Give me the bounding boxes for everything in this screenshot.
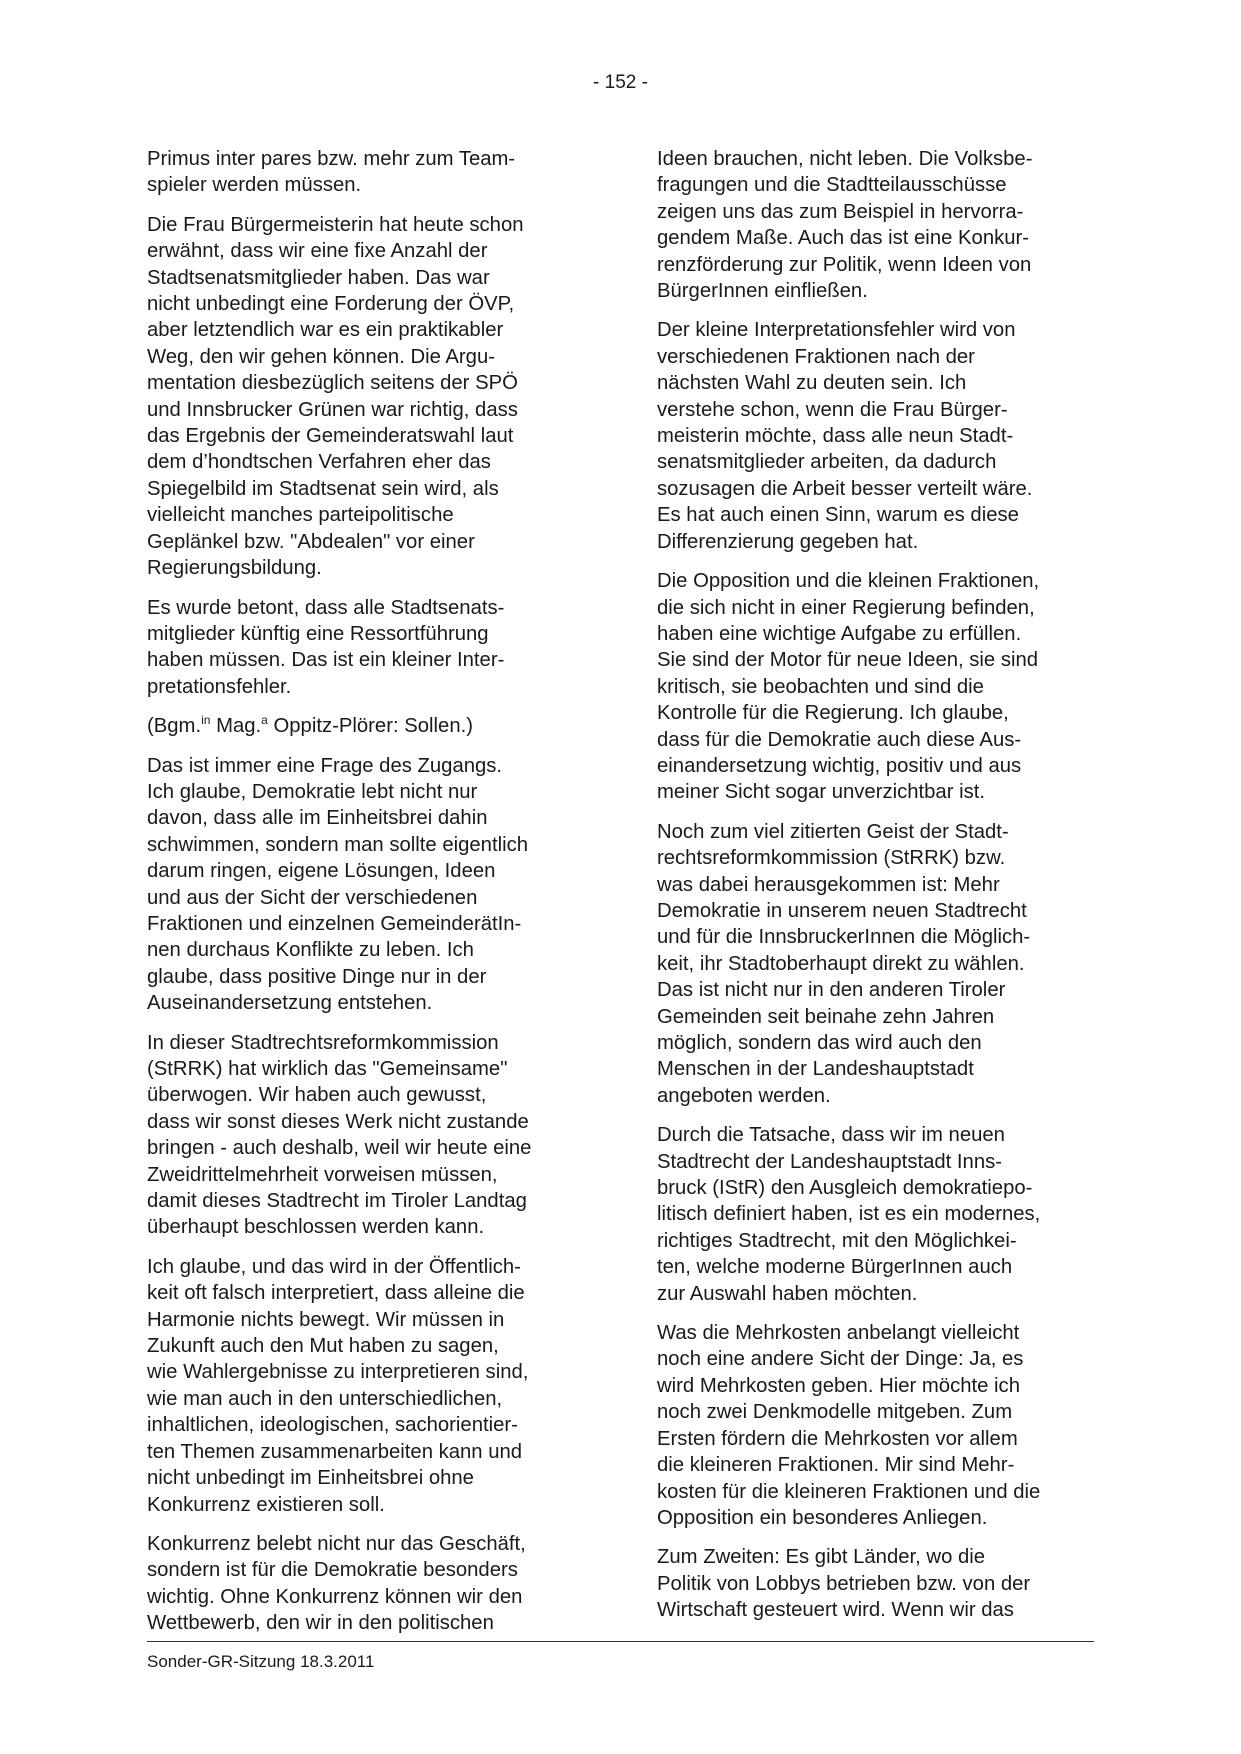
text-line: glaube, dass positive Dinge nur in der	[147, 965, 487, 988]
paragraph	[147, 1254, 592, 1518]
text-line: Fraktionen und einzelnen GemeinderätIn-	[147, 912, 522, 935]
text-line: möglich, sondern das wird auch den	[657, 1032, 982, 1054]
superscript: a	[261, 713, 268, 728]
text-line: Weg, den wir gehen können. Die Argu-	[147, 345, 495, 368]
text-line: die kleineren Fraktionen. Mir sind Mehr-	[657, 1454, 1015, 1477]
text-line: ten, welche moderne BürgerInnen auch	[657, 1256, 1013, 1279]
text-line: wird Mehrkosten geben. Hier möchte ich	[657, 1374, 1020, 1397]
text-line: und für die InnsbruckerInnen die Möglich-	[657, 926, 1031, 949]
text-line: kritisch, sie beobachten und sind die	[657, 675, 984, 698]
text-line: sozusagen die Arbeit besser verteilt wäre.	[657, 477, 1033, 500]
text-line: nicht unbedingt eine Forderung der ÖVP,	[147, 293, 515, 316]
text-line: verstehe schon, wenn die Frau Bürger-	[657, 398, 1008, 421]
text-line: Gemeinden seit beinahe zehn Jahren	[657, 1005, 995, 1028]
text-line: keit oft falsch interpretiert, dass alleine die	[147, 1282, 525, 1305]
text-line: BürgerInnen einfließen.	[657, 280, 868, 303]
text-line: gendem Maße. Auch das ist eine Konkur-	[657, 227, 1030, 250]
paragraph	[147, 595, 592, 701]
text-line: was dabei herausgekommen ist: Mehr	[657, 873, 1000, 896]
text-line: nicht unbedingt im Einheitsbrei ohne	[147, 1467, 474, 1490]
text-line: Menschen in der Landeshauptstadt	[657, 1058, 974, 1081]
text-line: senatsmitglieder arbeiten, da dadurch	[657, 451, 997, 474]
text-line: haben müssen. Das ist ein kleiner Inter-	[147, 649, 505, 672]
footer-text: Sonder-GR-Sitzung 18.3.2011	[147, 1652, 375, 1671]
text-line: zur Auswahl haben möchten.	[657, 1282, 918, 1305]
text-line: dem d’hondtschen Verfahren eher das	[147, 451, 491, 474]
page-number: - 152 -	[593, 72, 648, 93]
paragraph	[147, 1030, 592, 1241]
interjection	[147, 713, 592, 739]
text-line: Geplänkel bzw. "Abdealen" vor einer	[147, 530, 475, 553]
text-line: Zweidrittelmehrheit vorweisen müssen,	[147, 1163, 498, 1186]
text-line: und Innsbrucker Grünen war richtig, dass	[147, 398, 518, 421]
text-line: noch eine andere Sicht der Dinge: Ja, es	[657, 1348, 1024, 1371]
text-line: Auseinandersetzung entstehen.	[147, 992, 433, 1015]
text-line: Es wurde betont, dass alle Stadtsenats-	[147, 596, 505, 619]
text-line: mitglieder künftig eine Ressortführung	[147, 622, 489, 645]
text-line: wie man auch in den unterschiedlichen,	[147, 1387, 503, 1410]
text-line: Kontrolle für die Regierung. Ich glaube,	[657, 702, 1009, 725]
text-line: vielleicht manches parteipolitische	[147, 504, 454, 527]
text-line: Noch zum viel zitierten Geist der Stadt-	[657, 820, 1009, 843]
text-line: Ich glaube, und das wird in der Öffentlich-	[147, 1255, 521, 1278]
interjection-mid: Mag.	[210, 715, 262, 738]
text-line: Ideen brauchen, nicht leben. Die Volksbe-	[657, 148, 1033, 170]
text-line: In dieser Stadtrechtsreformkommission	[147, 1031, 499, 1054]
paragraph	[147, 212, 592, 582]
text-line: Zukunft auch den Mut haben zu sagen,	[147, 1335, 499, 1358]
text-line: nächsten Wahl zu deuten sein. Ich	[657, 372, 967, 395]
text-line: haben eine wichtige Aufgabe zu erfüllen.	[657, 622, 1022, 645]
paragraph	[147, 753, 592, 1017]
text-line: darum ringen, eigene Lösungen, Ideen	[147, 860, 496, 883]
interjection-line	[147, 713, 592, 739]
text-line: richtiges Stadtrecht, mit den Möglichkei-	[657, 1229, 1017, 1252]
text-line: Ersten fördern die Mehrkosten vor allem	[657, 1427, 1018, 1450]
interjection-close: Oppitz-Plörer: Sollen.)	[267, 715, 473, 738]
text-line: Stadtrecht der Landeshauptstadt Inns-	[657, 1150, 1003, 1173]
text-line: aber letztendlich war es ein praktikabler	[147, 319, 504, 342]
text-line: Politik von Lobbys betrieben bzw. von der	[657, 1572, 1031, 1595]
text-line: renzförderung zur Politik, wenn Ideen von	[657, 253, 1032, 276]
text-line: Ich glaube, Demokratie lebt nicht nur	[147, 780, 478, 803]
text-line: Primus inter pares bzw. mehr zum Team-	[147, 148, 516, 170]
text-line: erwähnt, dass wir eine fixe Anzahl der	[147, 240, 488, 263]
text-line: Differenzierung gegeben hat.	[657, 530, 919, 553]
text-line: dass für die Demokratie auch diese Aus-	[657, 728, 1022, 751]
text-line: rechtsreformkommission (StRRK) bzw.	[657, 847, 1006, 870]
text-line: angeboten werden.	[657, 1084, 831, 1107]
text-line: Was die Mehrkosten anbelangt vielleicht	[657, 1322, 1020, 1345]
text-line: Es hat auch einen Sinn, warum es diese	[657, 504, 1019, 527]
text-line: überwogen. Wir haben auch gewusst,	[147, 1084, 487, 1107]
text-line: noch zwei Denkmodelle mitgeben. Zum	[657, 1401, 1013, 1424]
paragraph	[657, 317, 1102, 555]
text-line: fragungen und die Stadtteilausschüsse	[657, 174, 1007, 197]
text-line: Harmonie nichts bewegt. Wir müssen in	[147, 1308, 505, 1331]
text-line: schwimmen, sondern man sollte eigentlich	[147, 833, 529, 856]
text-line: mentation diesbezüglich seitens der SPÖ	[147, 372, 518, 395]
text-line: wichtig. Ohne Konkurrenz können wir den	[147, 1585, 523, 1608]
text-line: Durch die Tatsache, dass wir im neuen	[657, 1124, 1005, 1147]
text-line: Die Opposition und die kleinen Fraktionen,	[657, 570, 1040, 593]
text-line: dass wir sonst dieses Werk nicht zustande	[147, 1110, 529, 1133]
text-line: meisterin möchte, dass alle neun Stadt-	[657, 425, 1014, 448]
paragraph	[657, 1544, 1102, 1623]
text-line: Sie sind der Motor für neue Ideen, sie sind	[657, 649, 1039, 672]
text-line: litisch definiert haben, ist es ein modernes,	[657, 1203, 1041, 1226]
text-line: Wettbewerb, den wir in den politischen	[147, 1612, 494, 1635]
text-line: Konkurrenz belebt nicht nur das Geschäft,	[147, 1532, 526, 1555]
text-line: Der kleine Interpretationsfehler wird von	[657, 319, 1016, 342]
text-line: Das ist nicht nur in den anderen Tiroler	[657, 979, 1006, 1002]
text-line: verschiedenen Fraktionen nach der	[657, 345, 975, 368]
text-line: Opposition ein besonderes Anliegen.	[657, 1506, 988, 1529]
text-line: ten Themen zusammenarbeiten kann und	[147, 1440, 523, 1463]
text-line: wie Wahlergebnisse zu interpretieren sind,	[147, 1361, 529, 1384]
paragraph	[147, 146, 592, 199]
interjection-open: (Bgm.	[147, 715, 202, 738]
paragraph	[657, 568, 1102, 806]
text-line: überhaupt beschlossen werden kann.	[147, 1216, 485, 1239]
paragraph	[657, 819, 1102, 1109]
left-column	[147, 146, 592, 1650]
text-line: Stadtsenatsmitglieder haben. Das war	[147, 266, 490, 289]
text-line: Spiegelbild im Stadtsenat sein wird, als	[147, 477, 499, 500]
text-line: meiner Sicht sogar unverzichtbar ist.	[657, 781, 986, 804]
text-line: damit dieses Stadtrecht im Tiroler Landtag	[147, 1190, 527, 1213]
text-line: Die Frau Bürgermeisterin hat heute schon	[147, 213, 524, 236]
paragraph	[657, 1320, 1102, 1531]
text-line: und aus der Sicht der verschiedenen	[147, 886, 478, 909]
text-line: keit, ihr Stadtoberhaupt direkt zu wählen.	[657, 952, 1025, 975]
paragraph	[147, 1531, 592, 1637]
text-line: Zum Zweiten: Es gibt Länder, wo die	[657, 1546, 986, 1569]
text-line: Konkurrenz existieren soll.	[147, 1493, 385, 1516]
text-line: die sich nicht in einer Regierung befinden,	[657, 596, 1035, 619]
text-line: pretationsfehler.	[147, 675, 292, 698]
paragraph	[657, 1122, 1102, 1307]
text-line: inhaltlichen, ideologischen, sachorientier-	[147, 1414, 518, 1437]
superscript: in	[201, 713, 211, 728]
text-line: davon, dass alle im Einheitsbrei dahin	[147, 807, 488, 830]
text-line: einandersetzung wichtig, positiv und aus	[657, 754, 1022, 777]
text-line: Regierungsbildung.	[147, 557, 322, 580]
text-line: bruck (IStR) den Ausgleich demokratiepo-	[657, 1177, 1033, 1200]
text-line: Wirtschaft gesteuert wird. Wenn wir das	[657, 1599, 1014, 1622]
text-line: nen durchaus Konflikte zu leben. Ich	[147, 939, 474, 962]
footer-divider	[147, 1641, 1094, 1642]
paragraph	[657, 146, 1102, 304]
text-line: sondern ist für die Demokratie besonders	[147, 1559, 518, 1582]
text-line: kosten für die kleineren Fraktionen und die	[657, 1480, 1041, 1503]
text-line: Demokratie in unserem neuen Stadtrecht	[657, 899, 1027, 922]
text-line: zeigen uns das zum Beispiel in hervorra-	[657, 200, 1024, 223]
text-line: spieler werden müssen.	[147, 174, 362, 197]
right-column	[657, 146, 1102, 1637]
text-line: bringen - auch deshalb, weil wir heute eine	[147, 1137, 532, 1160]
text-line: Das ist immer eine Frage des Zugangs.	[147, 754, 503, 777]
text-line: das Ergebnis der Gemeinderatswahl laut	[147, 425, 514, 448]
text-line: (StRRK) hat wirklich das "Gemeinsame"	[147, 1058, 508, 1080]
